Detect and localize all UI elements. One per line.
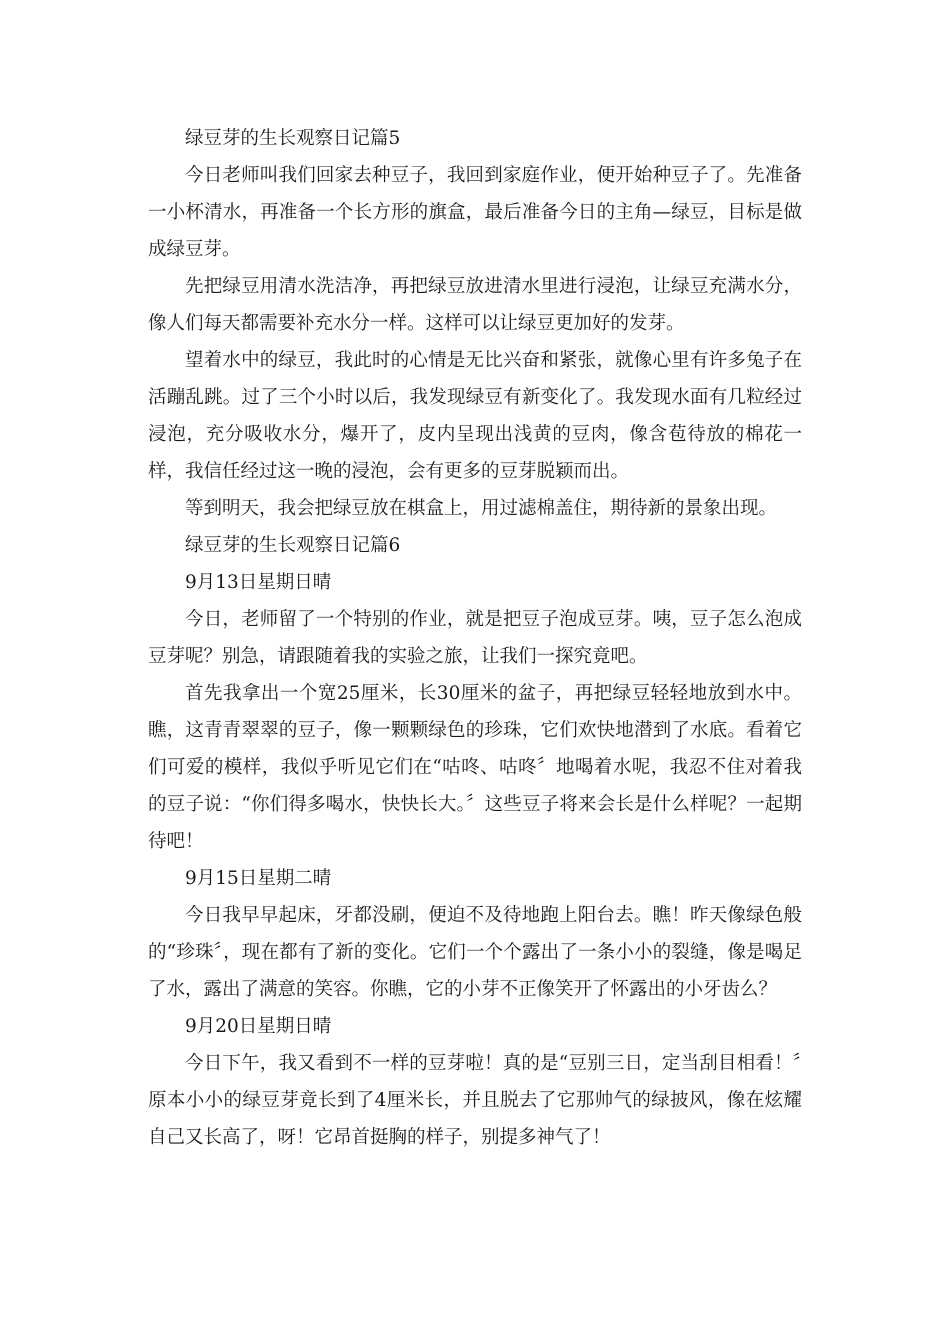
diary-date: 9月20日星期日晴	[185, 1016, 332, 1037]
paragraph: 等到明天，我会把绿豆放在棋盒上，用过滤棉盖住，期待新的景象出现。	[185, 498, 778, 519]
paragraph: 今日我早早起床，牙都没刷，便迫不及待地跑上阳台去。瞧！昨天像绿色般的“珍珠〞，现在都有了新的变化。它们一个个露出了一条小小的裂缝，像是喝足了水，露出了满意的笑容。你瞧，它的小芽不正像笑开了怀露出的小牙齿么？	[148, 905, 802, 1000]
diary-date: 9月13日星期日晴	[185, 572, 332, 593]
paragraph: 今日，老师留了一个特别的作业，就是把豆子泡成豆芽。咦，豆子怎么泡成豆芽呢？别急，请跟随着我的实验之旅，让我们一探究竟吧。	[148, 609, 802, 667]
section-heading-5: 绿豆芽的生长观察日记篇5	[185, 128, 401, 149]
paragraph: 今日老师叫我们回家去种豆子，我回到家庭作业，便开始种豆子了。先准备一小杯清水，再准备一个长方形的旗盒，最后准备今日的主角—绿豆，目标是做成绿豆芽。	[148, 165, 802, 260]
paragraph: 望着水中的绿豆，我此时的心情是无比兴奋和紧张，就像心里有许多兔子在活蹦乱跳。过了三个小时以后，我发现绿豆有新变化了。我发现水面有几粒经过浸泡，充分吸收水分，爆开了，皮内呈现出浅黄的豆肉，像含苞待放的棉花一样，我信任经过这一晚的浸泡，会有更多的豆芽脱颖而出。	[148, 350, 802, 482]
paragraph: 首先我拿出一个宽25厘米，长30厘米的盆子，再把绿豆轻轻地放到水中。瞧，这青青翠翠的豆子，像一颗颗绿色的珍珠，它们欢快地潜到了水底。看着它们可爱的模样，我似乎听见它们在“咕咚、咕咚〞地喝着水呢，我忍不住对着我的豆子说：“你们得多喝水，快快长大。〞这些豆子将来会长是什么样呢？一起期待吧！	[148, 683, 802, 852]
document-body	[148, 120, 802, 1156]
diary-date: 9月15日星期二晴	[185, 868, 332, 889]
section-heading-6: 绿豆芽的生长观察日记篇6	[185, 535, 401, 556]
paragraph: 先把绿豆用清水洗洁净，再把绿豆放进清水里进行浸泡，让绿豆充满水分，像人们每天都需要补充水分一样。这样可以让绿豆更加好的发芽。	[148, 276, 802, 334]
paragraph: 今日下午，我又看到不一样的豆芽啦！真的是“豆别三日，定当刮目相看！〞原本小小的绿豆芽竟长到了4厘米长，并且脱去了它那帅气的绿披风，像在炫耀自己又长高了，呀！它昂首挺胸的样子，别提多神气了！	[148, 1053, 802, 1148]
